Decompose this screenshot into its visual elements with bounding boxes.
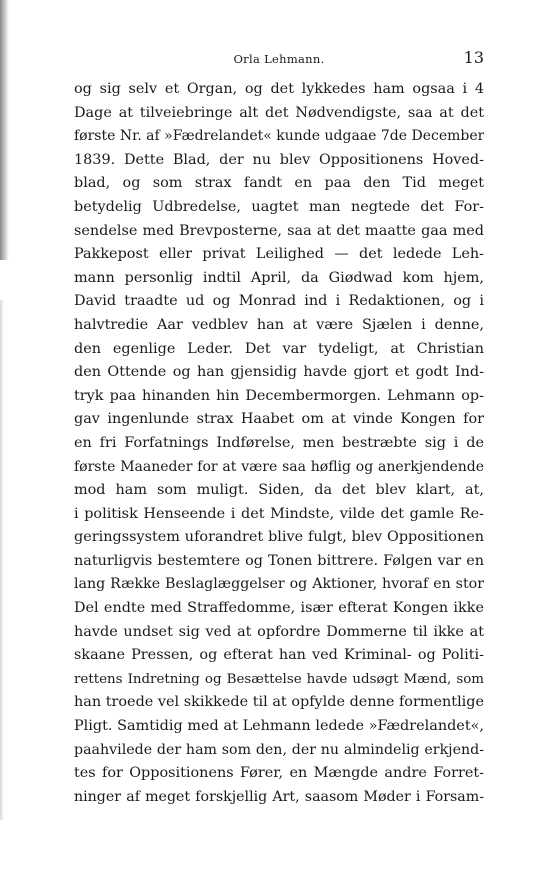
page-header bbox=[74, 48, 484, 70]
text-line: gav ingenlunde strax Haabet om at vinde Kongen for bbox=[74, 411, 484, 428]
text-line: den Ottende og han gjensidig havde gjort et godt Ind- bbox=[74, 364, 484, 381]
body-text bbox=[74, 78, 484, 809]
text-line: mod ham som muligt. Siden, da det blev klart, at, bbox=[74, 482, 484, 499]
text-line: halvtredie Aar vedblev han at være Sjælen i denne, bbox=[74, 316, 484, 333]
running-head: Orla Lehmann. bbox=[233, 52, 325, 66]
text-line: i politisk Henseende i det Mindste, vilde det gamle Re- bbox=[74, 505, 484, 522]
text-line: lang Række Beslaglæggelser og Aktioner, hvoraf en stor bbox=[74, 576, 484, 593]
text-line: tes for Oppositionens Fører, en Mængde andre Forret- bbox=[74, 765, 484, 782]
page-edge-shadow bbox=[0, 0, 9, 260]
text-line: Pakkepost eller privat Leilighed — det ledede Leh- bbox=[74, 246, 484, 263]
text-line: skaane Pressen, og efterat han ved Kriminal- og Politi- bbox=[74, 647, 484, 664]
text-line: Del endte med Straffedomme, især efterat Kongen ikke bbox=[74, 600, 484, 617]
text-line: paahvilede der ham som den, der nu almindelig erkjend- bbox=[74, 741, 484, 758]
text-line: første Maaneder for at være saa høflig og anerkjendende bbox=[74, 458, 484, 475]
text-line: sendelse med Brevposterne, saa at det maatte gaa med bbox=[74, 222, 484, 239]
text-line: tryk paa hinanden hin Decembermorgen. Lehmann op- bbox=[74, 387, 484, 404]
text-line: første Nr. af »Fædrelandet« kunde udgaae 7de December bbox=[74, 128, 484, 145]
text-line: geringssystem uforandret blive fulgt, blev Oppositionen bbox=[74, 529, 484, 546]
text-line: David traadte ud og Monrad ind i Redaktionen, og i bbox=[74, 293, 484, 310]
text-line: han troede vel skikkede til at opfylde denne formentlige bbox=[74, 694, 484, 711]
text-line: havde undset sig ved at opfordre Dommerne til ikke at bbox=[74, 623, 484, 640]
text-line: Pligt. Samtidig med at Lehmann ledede »Fædrelandet«, bbox=[74, 718, 484, 735]
text-line: den egenlige Leder. Det var tydeligt, at Christian bbox=[74, 340, 484, 357]
page-edge-shadow-lower bbox=[0, 300, 4, 820]
text-line: en fri Forfatnings Indførelse, men bestræbte sig i de bbox=[74, 434, 484, 451]
page-number: 13 bbox=[463, 48, 484, 67]
text-line: blad, og som strax fandt en paa den Tid meget bbox=[74, 175, 484, 192]
text-line: ninger af meget forskjellig Art, saasom Møder i Forsam- bbox=[74, 788, 484, 805]
text-line: rettens Indretning og Besættelse havde udsøgt Mænd, som bbox=[74, 671, 484, 687]
text-line: 1839. Dette Blad, der nu blev Oppositionens Hoved- bbox=[74, 151, 484, 168]
text-line: og sig selv et Organ, og det lykkedes ham ogsaa i 4 bbox=[74, 81, 484, 97]
text-line: naturligvis bestemtere og Tonen bittrere. Følgen var en bbox=[74, 552, 484, 569]
text-line: mann personlig indtil April, da Giødwad kom hjem, bbox=[74, 269, 484, 286]
text-line: betydelig Udbredelse, uagtet man negtede det For- bbox=[74, 198, 484, 215]
text-line: Dage at tilveiebringe alt det Nødvendigste, saa at det bbox=[74, 104, 484, 121]
